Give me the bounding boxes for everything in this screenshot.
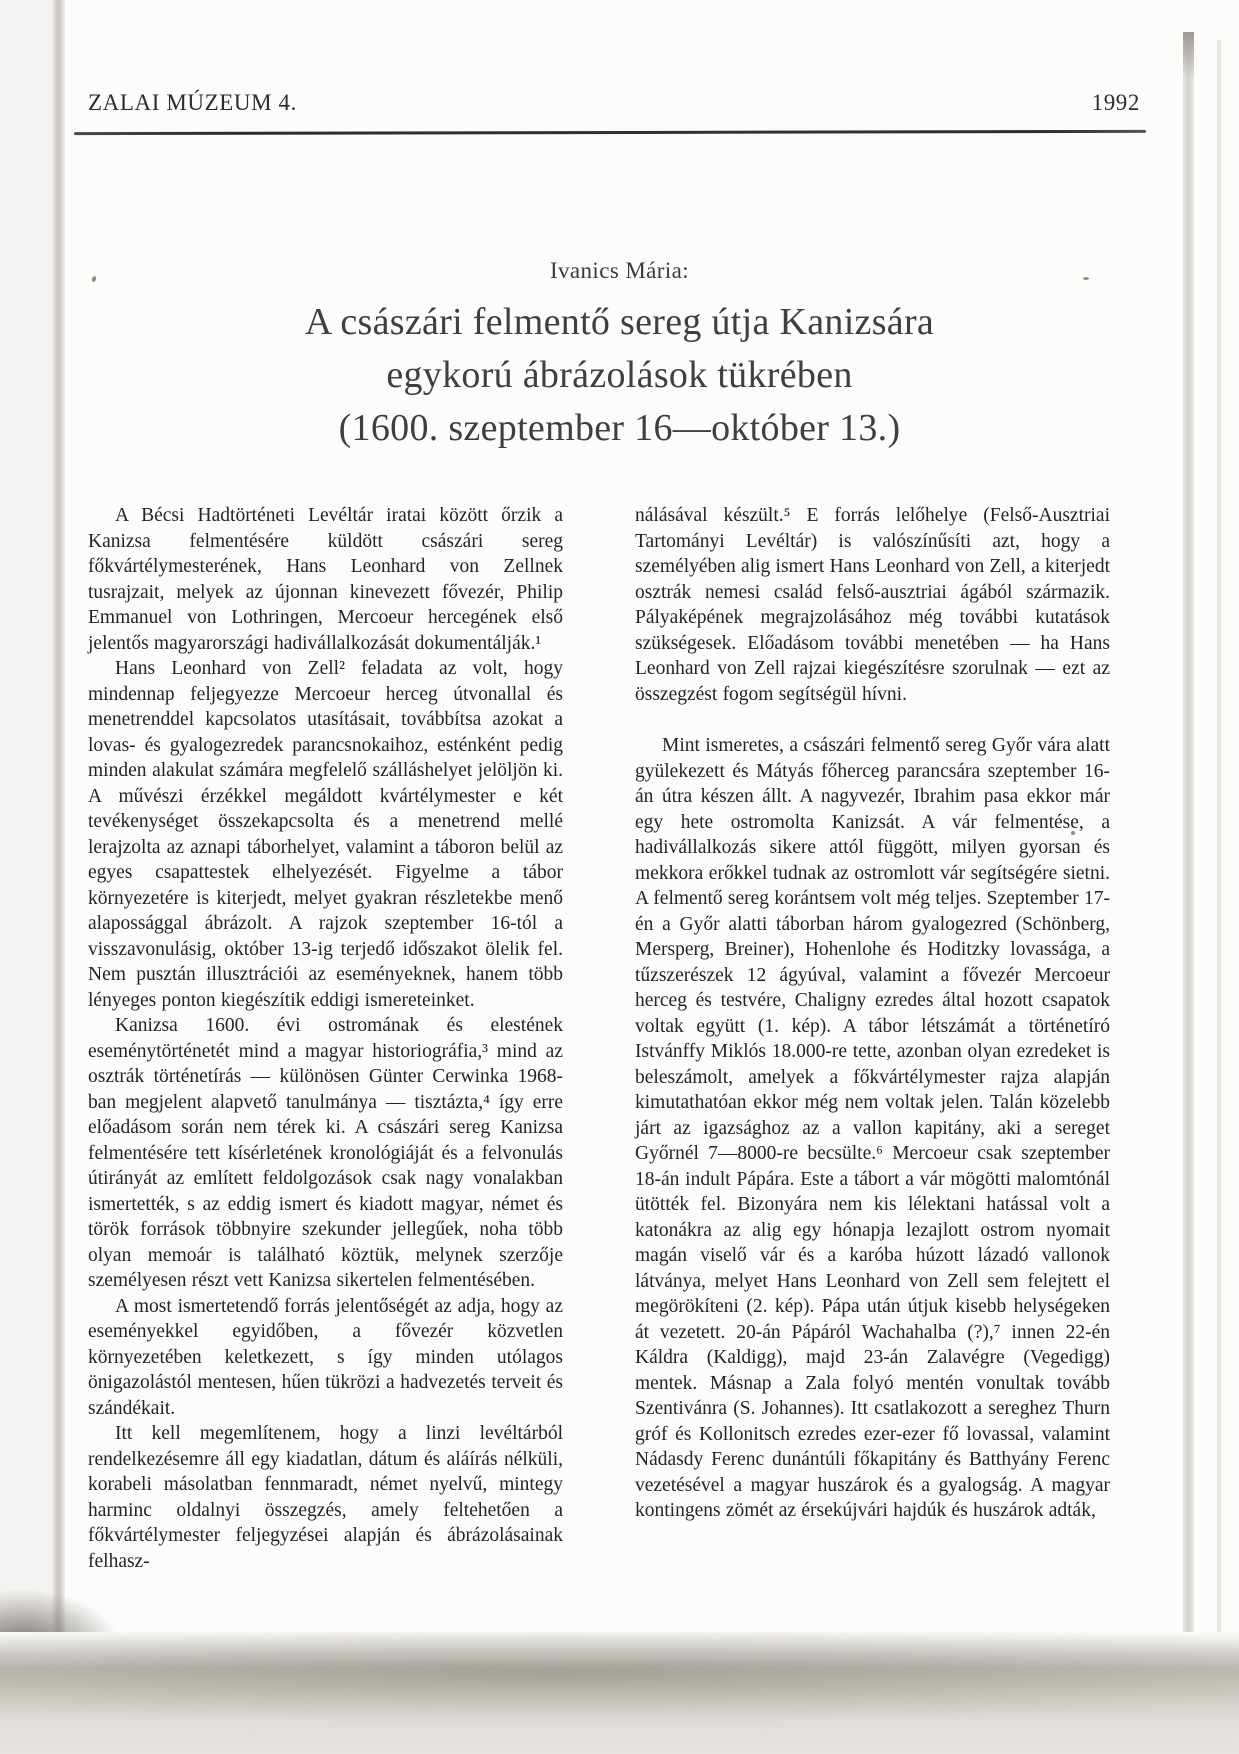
journal-title: ZALAI MÚZEUM 4.	[88, 90, 297, 115]
scan-right-edge-dark-cap	[1183, 32, 1194, 80]
right-column	[635, 503, 1110, 1574]
article-title-line-2: egykorú ábrázolások tükrében	[386, 354, 853, 396]
article-title-line-1: A császári felmentő sereg útja Kanizsára	[304, 301, 935, 343]
article-title-line-3: (1600. szeptember 16—október 13.)	[338, 407, 901, 449]
scan-left-edge-shadow	[52, 0, 65, 1655]
paragraph-historiography: Kanizsa 1600. évi ostromának és elestének eseménytörténetét mind a magyar historiográfia,³ mind az osztrák történetírás — különösen Günter Cerwinka 1968-ban megjelent alapvető tanulmánya — tisztázta,⁴ így erre előadásom során nem térek ki. A császári sereg Kanizsa felmentésére tett kísérletének kronológiáját és a felvonulás útirányát az említett feldolgozások csak nagy vonalakban ismertették, s az eddig ismert és kiadott magyar, német és török források többnyire szekunder jellegűek, noha több olyan memoár is található köztük, melynek szerzője személyesen részt vett Kanizsa sikertelen felmentésében.	[88, 1015, 563, 1291]
header-rule	[74, 130, 1146, 135]
article-body	[88, 503, 1110, 1574]
paragraph-source-location: nálásával készült.⁵ E forrás lelőhelye (Felső-Ausztriai Tartományi Levéltár) is valószínűsíti azt, hogy a személyében alig ismert Hans Leonhard von Zell, a kiterjedt osztrák nemesi család felső-ausztriai ágából származik. Pályaképének megrajzolásához még további kutatások szükségesek. Előadásom további menetében — ha Hans Leonhard von Zell rajzai kiegészítésre szorulnak — ezt az összegzést fogom segítségül hívni.	[635, 505, 1110, 705]
scan-left-margin	[0, 0, 52, 1660]
paragraph-campaign-march: Mint ismeretes, a császári felmentő sereg Győr vára alatt gyülekezett és Mátyás főherceg parancsára szeptember 16-án útra készen állt. A nagyvezér, Ibrahim pasa ekkor már egy hete ostromolta Kanizsát. A vár felmentése, a hadivállalkozás sikere attól függött, milyen gyorsan és mekkora erőkkel tudnak az ostromlott vár segítségére sietni. A felmentő sereg korántsem volt még teljes. Szeptember 17-én a Győr alatti táborban három gyalogezred (Schönberg, Mersperg, Breiner), Hohenlohe és Hoditzky lovassága, a tűzszerészek 12 ágyúval, valamint a fővezér Mercoeur herceg és testvére, Chaligny ezredes által hozott csapatok voltak együtt (1. kép). A tábor létszámát a történetíró Istvánffy Miklós 18.000-re tette, azonban olyan ezredeket is beleszámolt, amelyek a főkvártélymester rajza alapján kimutathatóan ekkor még nem voltak jelen. Talán közelebb járt az igazsághoz az a vallon kapitány, aki a sereget Győrnél 7—8000-re becsülte.⁶ Mercoeur csak szeptember 18-án indult Pápára. Este a tábort a vár mögötti malomtónál ütötték fel. Bizonyára nem kis lélektani hatással volt a katonákra az alig egy hónapja lezajlott ostrom nyomait magán viselő vár és a karóba húzott lázadó vallonok látványa, melyet Hans Leonhard von Zell sem felejtett el megörökíteni (2. kép). Pápa után útjuk kisebb helységeken át vezetett. 20-án Pápáról Wachahalba (?),⁷ innen 22-én Káldra (Kaldigg), majd 23-án Zalavégre (Vegedigg) mentek. Másnap a Zala folyó mentén vonultak tovább Szentivánra (S. Johannes). Itt csatlakozott a sereghez Thurn gróf és Kollonitsch ezredes ezer-ezer fő lovassal, valamint Nádasdy Ferenc dunántúli főkapitány és Batthyány Ferenc vezetésével a magyar huszárok és a gyalogság. A magyar kontingens zömét az érsekújvári hajdúk és huszárok adták,	[635, 735, 1110, 1521]
article-title	[0, 296, 1239, 455]
author-name: Ivanics Mária:	[549, 258, 690, 283]
paragraph-archive-intro: A Bécsi Hadtörténeti Levéltár iratai között őrzik a Kanizsa felmentésére küldött császári sereg főkvártélymesterének, Hans Leonhard von Zellnek tusrajzait, melyek az újonnan kinevezett fővezér, Philip Emmanuel von Lothringen, Mercoeur hercegének első jelentős magyarországi hadivállalkozását dokumentálják.¹	[88, 505, 563, 654]
paragraph-linz-archive: Itt kell megemlítenem, hogy a linzi levéltárból rendelkezésemre áll egy kiadatlan, dátum és aláírás nélküli, korabeli másolatban fennmaradt, német nyelvű, mintegy harminc oldalnyi összegzés, amely feltehetően a főkvártélymester feljegyzései alapján és ábrázolásainak felhasz-	[88, 1423, 563, 1572]
paragraph-source-importance: A most ismertetendő forrás jelentőségét az adja, hogy az eseményekkel egyidőben, a fővezér közvetlen környezetében keletkezett, s így minden utólagos önigazolástól mentesen, hűen tükrözi a hadvezetés terveit és szándékait.	[88, 1295, 563, 1419]
scan-bottom-page-edge	[0, 1632, 1239, 1754]
left-column	[88, 503, 563, 1574]
paragraph-zell-duties: Hans Leonhard von Zell² feladata az volt, hogy mindennap feljegyezze Mercoeur herceg útvonallal és menetrenddel kapcsolatos utasításait, továbbítsa azokat a lovas- és gyalogezredek parancsnokaihoz, esténként pedig minden alakulat számára megfelelő szálláshelyet jelöljön ki. A művészi érzékkel megáldott kvártélymester e két tevékenységet összekapcsolta és a menetrend mellé lerajzolta az aznapi táborhelyet, valamint a táboron belül az egyes csapattestek elhelyezését. Figyelme a tábor környezetére is kiterjedt, melyet gyakran részletekbe menő alapossággal ábrázolt. A rajzok szeptember 16-tól a visszavonulásig, október 13-ig terjedő időszakot ölelik fel. Nem pusztán illusztrációi az eseményeknek, hanem több lényeges ponton kiegészítik eddigi ismereteinket.	[88, 658, 563, 1011]
running-head	[88, 90, 1140, 116]
journal-year: 1992	[1091, 90, 1140, 115]
